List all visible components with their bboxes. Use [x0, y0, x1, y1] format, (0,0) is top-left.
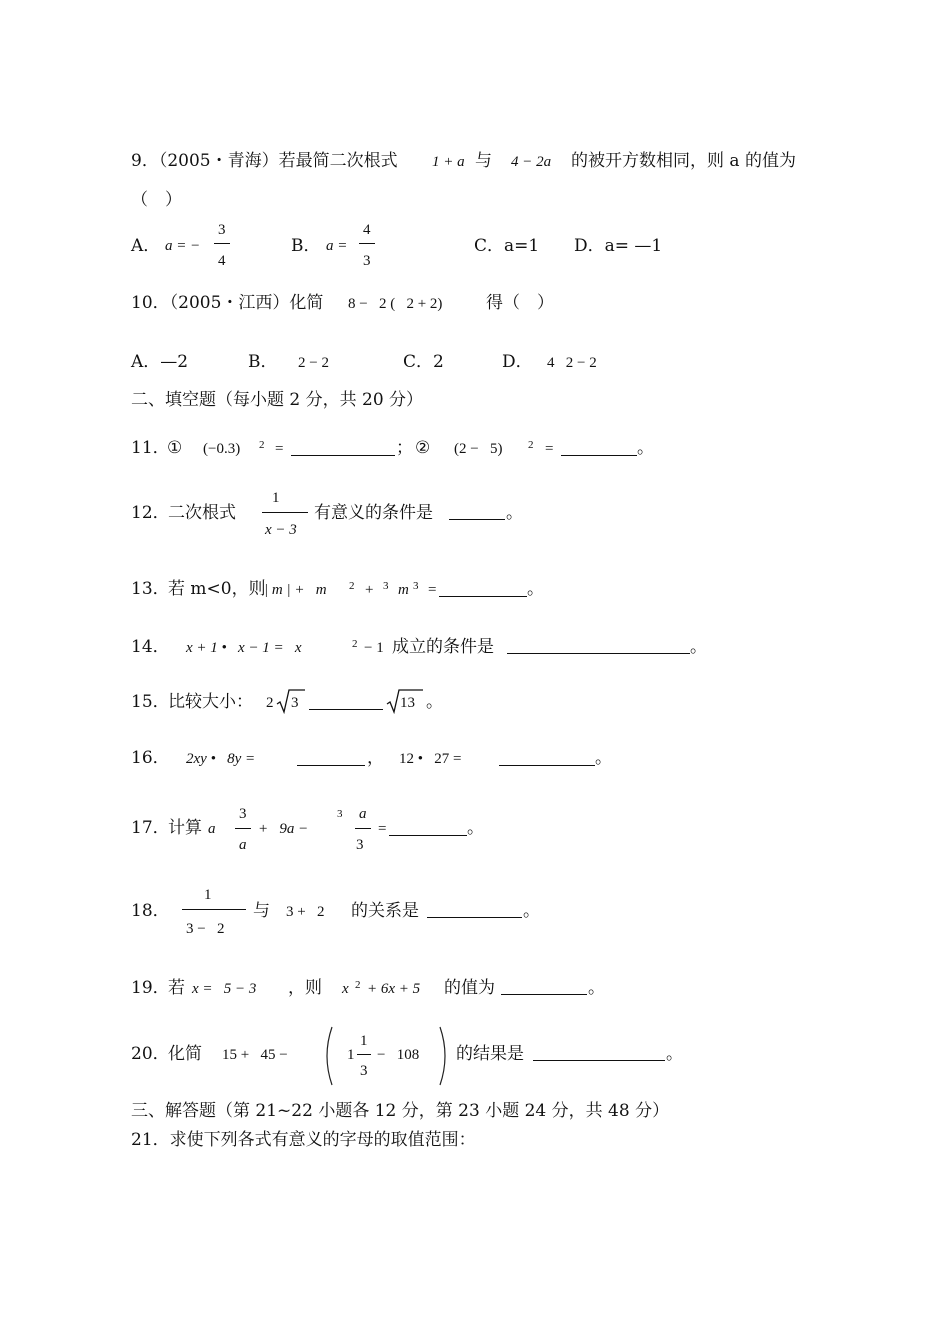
q18-expr: 3 + 2 — [286, 904, 325, 920]
q9-source: （2005・青海） — [158, 151, 279, 171]
q9-text-and: 与 — [475, 151, 492, 171]
q13-expr: | m | + m — [264, 582, 327, 598]
q12-end: 。 — [506, 503, 523, 523]
q12-number: 12． — [131, 503, 170, 523]
q20-blank[interactable] — [533, 1046, 665, 1061]
q13-expr-2: m — [398, 582, 409, 598]
q13-blank[interactable] — [439, 582, 527, 597]
q16-expr-2: 12 • 27 = — [399, 751, 462, 767]
q17-a: a — [208, 821, 216, 837]
q17-end: 。 — [467, 818, 484, 838]
q9-option-a-denominator: 4 — [218, 253, 226, 269]
q17-fraction-1-numerator: 3 — [239, 806, 247, 822]
q12-fraction-numerator: 1 — [272, 490, 280, 506]
q13-number: 13． — [131, 579, 170, 599]
q13-text: 若 m<0，则 — [168, 579, 266, 599]
q9-option-b-lhs: a = — [326, 238, 348, 254]
q11-expr-1-exponent: 2 — [259, 439, 265, 451]
q19-text-then: ，则 — [288, 978, 322, 998]
q20-end: 。 — [666, 1044, 683, 1064]
q10-option-d-label: D． — [502, 352, 533, 372]
q9-text-tail: 的被开方数相同，则 a 的值为 — [571, 151, 796, 171]
q14-expr: x + 1 • x − 1 = x — [186, 640, 302, 656]
q10-number: 10． — [131, 293, 170, 313]
q18-end: 。 — [523, 901, 540, 921]
q13-exponent-1: 2 — [349, 580, 355, 592]
q9-option-d: D．a= —1 — [574, 236, 663, 256]
q11-number: 11． — [131, 438, 170, 458]
right-paren-icon — [438, 1026, 452, 1090]
q13-root-index: 3 — [383, 580, 389, 592]
q19-expr-3: + 6x + 5 — [367, 981, 421, 997]
left-paren-icon — [320, 1026, 334, 1090]
q11-equals-1: = — [275, 441, 284, 457]
q17-blank[interactable] — [389, 821, 467, 836]
q17-fraction-2-numerator: a — [359, 806, 367, 822]
q12-text: 二次根式 — [168, 503, 236, 523]
q17-fraction-2-denominator: 3 — [356, 837, 364, 853]
q14-end: 。 — [690, 637, 707, 657]
q9-option-b-numerator: 4 — [363, 222, 371, 238]
q10-option-d-value: 4 2 − 2 — [547, 355, 597, 371]
q16-separator: ， — [367, 748, 384, 768]
q11-circle-2: ② — [415, 438, 431, 458]
q10-option-b-label: B． — [248, 352, 278, 372]
q16-end: 。 — [595, 748, 612, 768]
q9-answer-paren: （ ） — [131, 190, 182, 210]
q11-expr-1: (−0.3) — [203, 441, 241, 457]
q17-equals: = — [378, 821, 387, 837]
q20-text: 化简 — [168, 1044, 202, 1064]
q12-text-tail: 有意义的条件是 — [314, 503, 433, 523]
q14-expr-tail: − 1 — [364, 640, 384, 656]
q10-text: 化简 — [289, 293, 324, 313]
q16-blank-1[interactable] — [297, 751, 365, 766]
q11-expr-2-exponent: 2 — [528, 439, 534, 451]
q21-line — [131, 1130, 476, 1150]
q12-fraction-denominator: x − 3 — [265, 522, 297, 538]
q17-middle: + 9a − — [258, 821, 309, 837]
q9-number: 9． — [131, 151, 159, 171]
q17-coefficient: 3 — [337, 808, 343, 820]
q9-radicand-1: 1 + a — [432, 154, 465, 170]
q19-text-if: 若 — [168, 978, 185, 998]
q18-fraction-numerator: 1 — [204, 887, 212, 903]
q11-separator: ； — [396, 438, 413, 458]
q10-source: （2005・江西） — [169, 293, 290, 313]
q18-number: 18． — [131, 901, 170, 921]
q10-line — [131, 293, 323, 313]
q11-equals-2: = — [545, 441, 554, 457]
q10-expression: 8 − 2 ( 2 + 2) — [348, 296, 443, 312]
q19-end: 。 — [588, 978, 605, 998]
q9-radicand-2: 4 − 2a — [511, 154, 552, 170]
q9-option-c: C．a=1 — [474, 236, 540, 256]
q19-expr-2: x — [342, 981, 349, 997]
q13-equals: = — [428, 582, 437, 598]
q14-blank[interactable] — [507, 639, 690, 654]
q15-blank[interactable] — [309, 695, 383, 710]
q18-fraction-denominator: 3 − 2 — [186, 921, 225, 937]
q19-blank[interactable] — [501, 980, 587, 995]
q9-option-a-fraction-bar — [214, 243, 230, 244]
q18-text-tail: 的关系是 — [351, 901, 419, 921]
q18-text-and: 与 — [253, 901, 270, 921]
q15-number: 15． — [131, 692, 170, 712]
q19-exponent: 2 — [355, 979, 361, 991]
q20-text-tail: 的结果是 — [456, 1044, 524, 1064]
q10-option-b-value: 2 − 2 — [298, 355, 329, 371]
q18-blank[interactable] — [427, 903, 522, 918]
q16-blank-2[interactable] — [499, 751, 595, 766]
q9-option-b-fraction-bar — [359, 243, 375, 244]
q15-radicand-a: 3 — [291, 695, 299, 711]
section-3-heading: 三、解答题（第 21~22 小题各 12 分，第 23 小题 24 分，共 48 分） — [131, 1101, 670, 1121]
q9-option-a-lhs: a = − — [165, 238, 201, 254]
q20-expr-2: − 108 — [377, 1047, 420, 1063]
q20-integer-part: 1 — [347, 1047, 355, 1063]
q14-text: 成立的条件是 — [392, 637, 494, 657]
q15-radicand-b: 13 — [400, 695, 415, 711]
q9-option-b-label: B． — [291, 236, 321, 256]
q14-exponent: 2 — [352, 638, 358, 650]
q17-fraction-2-bar — [355, 828, 371, 829]
q11-blank-1[interactable] — [291, 441, 395, 456]
q15-end: 。 — [426, 692, 443, 712]
q19-expr-1: x = 5 − 3 — [192, 981, 257, 997]
q11-expr-2: (2 − 5) — [454, 441, 503, 457]
q9-option-b-denominator: 3 — [363, 253, 371, 269]
q11-blank-2[interactable] — [561, 441, 637, 456]
q10-text-tail: 得（ ） — [486, 293, 554, 313]
q18-fraction-bar — [182, 909, 246, 910]
q9-option-a-numerator: 3 — [218, 222, 226, 238]
q17-number: 17． — [131, 818, 170, 838]
q9-text: 若最简二次根式 — [278, 151, 398, 171]
q15-text: 比较大小： — [168, 692, 253, 712]
q12-fraction-bar — [262, 512, 308, 513]
q20-fraction-denominator: 3 — [360, 1063, 368, 1079]
q13-end: 。 — [527, 579, 544, 599]
q13-plus: + — [365, 582, 374, 598]
q17-fraction-1-denominator: a — [239, 837, 247, 853]
q20-fraction-numerator: 1 — [360, 1033, 368, 1049]
q19-text-tail: 的值为 — [444, 978, 495, 998]
q13-exponent-2: 3 — [413, 580, 419, 592]
q19-number: 19． — [131, 978, 170, 998]
q21-text: 求使下列各式有意义的字母的取值范围： — [169, 1130, 476, 1150]
q14-number: 14． — [131, 637, 170, 657]
q17-fraction-1-bar — [235, 828, 251, 829]
q20-expr-1: 15 + 45 − — [222, 1047, 288, 1063]
q21-number: 21． — [131, 1130, 170, 1150]
q17-text: 计算 — [168, 818, 202, 838]
q12-blank[interactable] — [449, 505, 505, 520]
q20-fraction-bar — [357, 1054, 371, 1055]
section-2-heading: 二、填空题（每小题 2 分，共 20 分） — [131, 390, 424, 410]
q15-coefficient: 2 — [266, 695, 274, 711]
q20-number: 20． — [131, 1044, 170, 1064]
q16-number: 16． — [131, 748, 170, 768]
q9-option-a-label: A． — [131, 236, 161, 256]
q10-option-a: A．—2 — [131, 352, 189, 372]
q11-circle-1: ① — [167, 438, 183, 458]
q9-line — [131, 151, 398, 171]
q16-expr-1: 2xy • 8y = — [186, 751, 256, 767]
q10-option-c: C．2 — [403, 352, 444, 372]
q11-end: 。 — [637, 438, 654, 458]
